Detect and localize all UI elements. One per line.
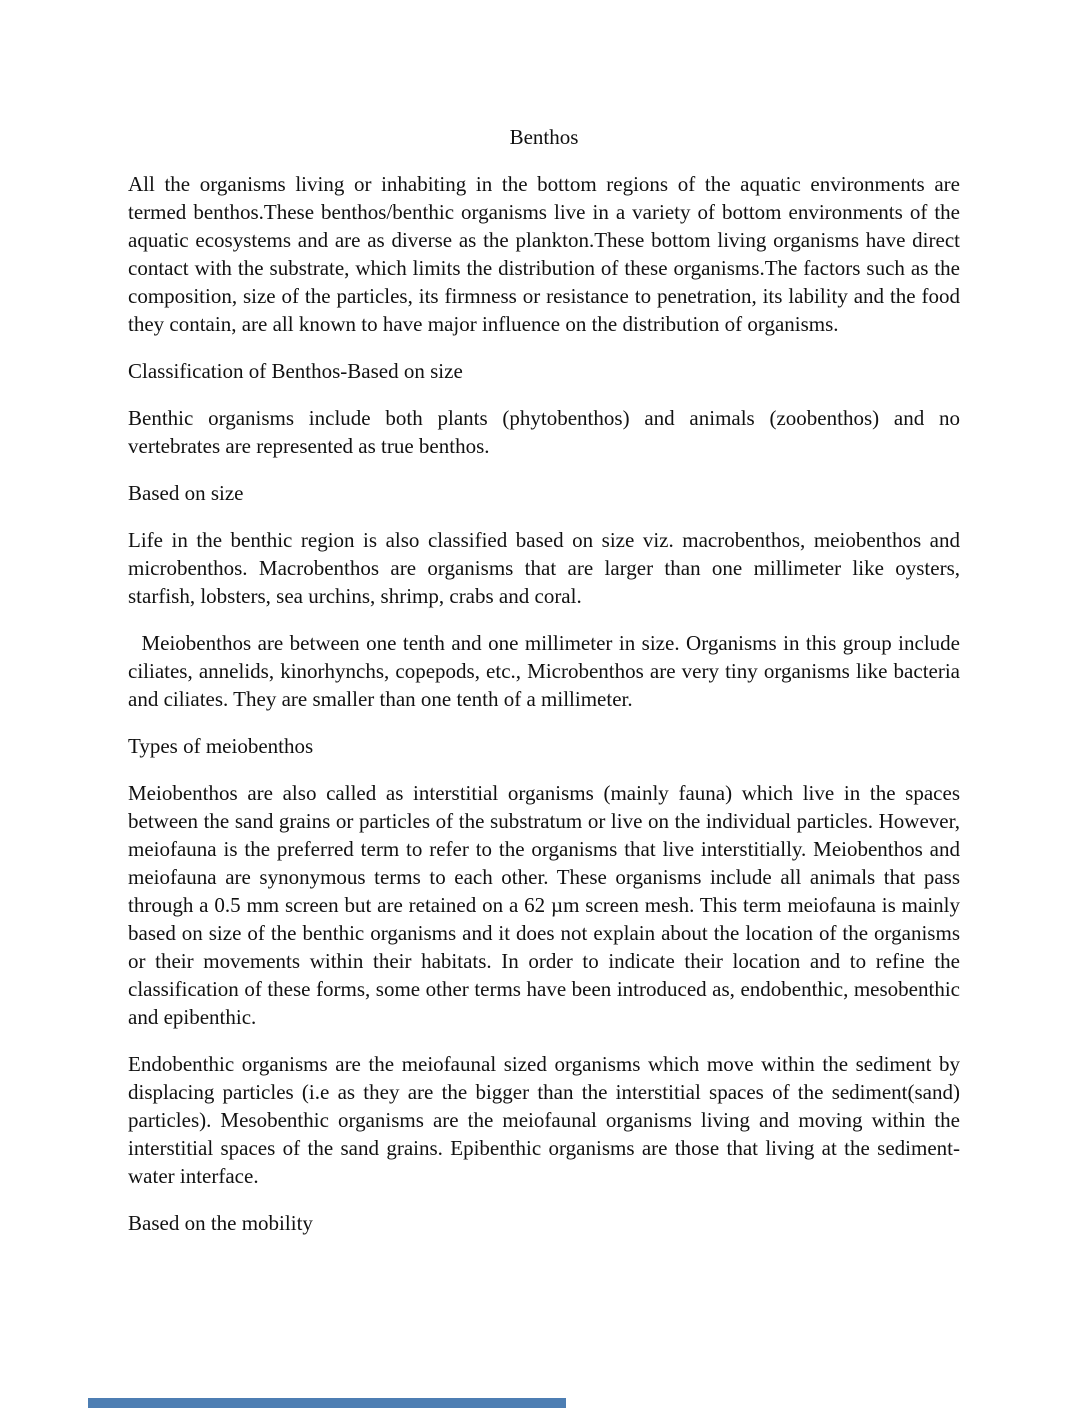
bottom-accent-bar (88, 1398, 566, 1408)
paragraph-interstitial-organisms: Meiobenthos are also called as interstitial organisms (mainly fauna) which live in the spaces between the sand grains or particles of the substratum or live on the individual particles. However, meiofauna is the preferred term to refer to the organisms that live interstitially. Meiobenthos and meiofauna are synonymous terms to each other. These organisms include all animals that pass through a 0.5 mm screen but are retained on a 62 µm screen mesh. This term meiofauna is mainly based on size of the benthic organisms and it does not explain about the location of the organisms or their movements within their habitats. In order to indicate their location and to refine the classification of these forms, some other terms have been introduced as, endobenthic, mesobenthic and epibenthic. (128, 781, 960, 1029)
heading-based-on-size: Based on size (128, 481, 244, 505)
heading-classification-of-benthos: Classification of Benthos-Based on size (128, 359, 463, 383)
heading-based-on-the-mobility: Based on the mobility (128, 1211, 313, 1235)
paragraph-benthos-intro: All the organisms living or inhabiting in the bottom regions of the aquatic environments are termed benthos.These benthos/benthic organisms live in a variety of bottom environments of the aquatic ecosystems and are as diverse as the plankton.These bottom living organisms have direct contact with the substrate, which limits the distribution of these organisms.The factors such as the composition, size of the particles, its firmness or resistance to penetration, its lability and the food they contain, are all known to have major influence on the distribution of organisms. (128, 172, 960, 336)
paragraph-size-classification: Life in the benthic region is also classified based on size viz. macrobenthos, meiobenthos and microbenthos. Macrobenthos are organisms that are larger than one millimeter like oysters, starfish, lobsters, sea urchins, shrimp, crabs and coral. (128, 528, 960, 608)
document-title: Benthos (509, 125, 579, 149)
paragraph-endobenthic-mesobenthic-epibenthic: Endobenthic organisms are the meiofaunal sized organisms which move within the sediment by displacing particles (i.e as they are the bigger than the interstitial spaces of the sediment(sand) particles). Mesobenthic organisms are the meiofaunal organisms living and moving within the interstitial spaces of the sand grains. Epibenthic organisms are those that living at the sediment-water interface. (128, 1052, 960, 1188)
document-body (128, 0, 960, 1256)
heading-types-of-meiobenthos: Types of meiobenthos (128, 734, 314, 758)
paragraph-meiobenthos-microbenthos: Meiobenthos are between one tenth and one millimeter in size. Organisms in this group include ciliates, annelids, kinorhynchs, copepods, etc., Microbenthos are very tiny organisms like bacteria and ciliates. They are smaller than one tenth of a millimeter. (128, 631, 960, 711)
paragraph-benthic-organisms: Benthic organisms include both plants (phytobenthos) and animals (zoobenthos) and no vertebrates are represented as true benthos. (128, 406, 960, 458)
